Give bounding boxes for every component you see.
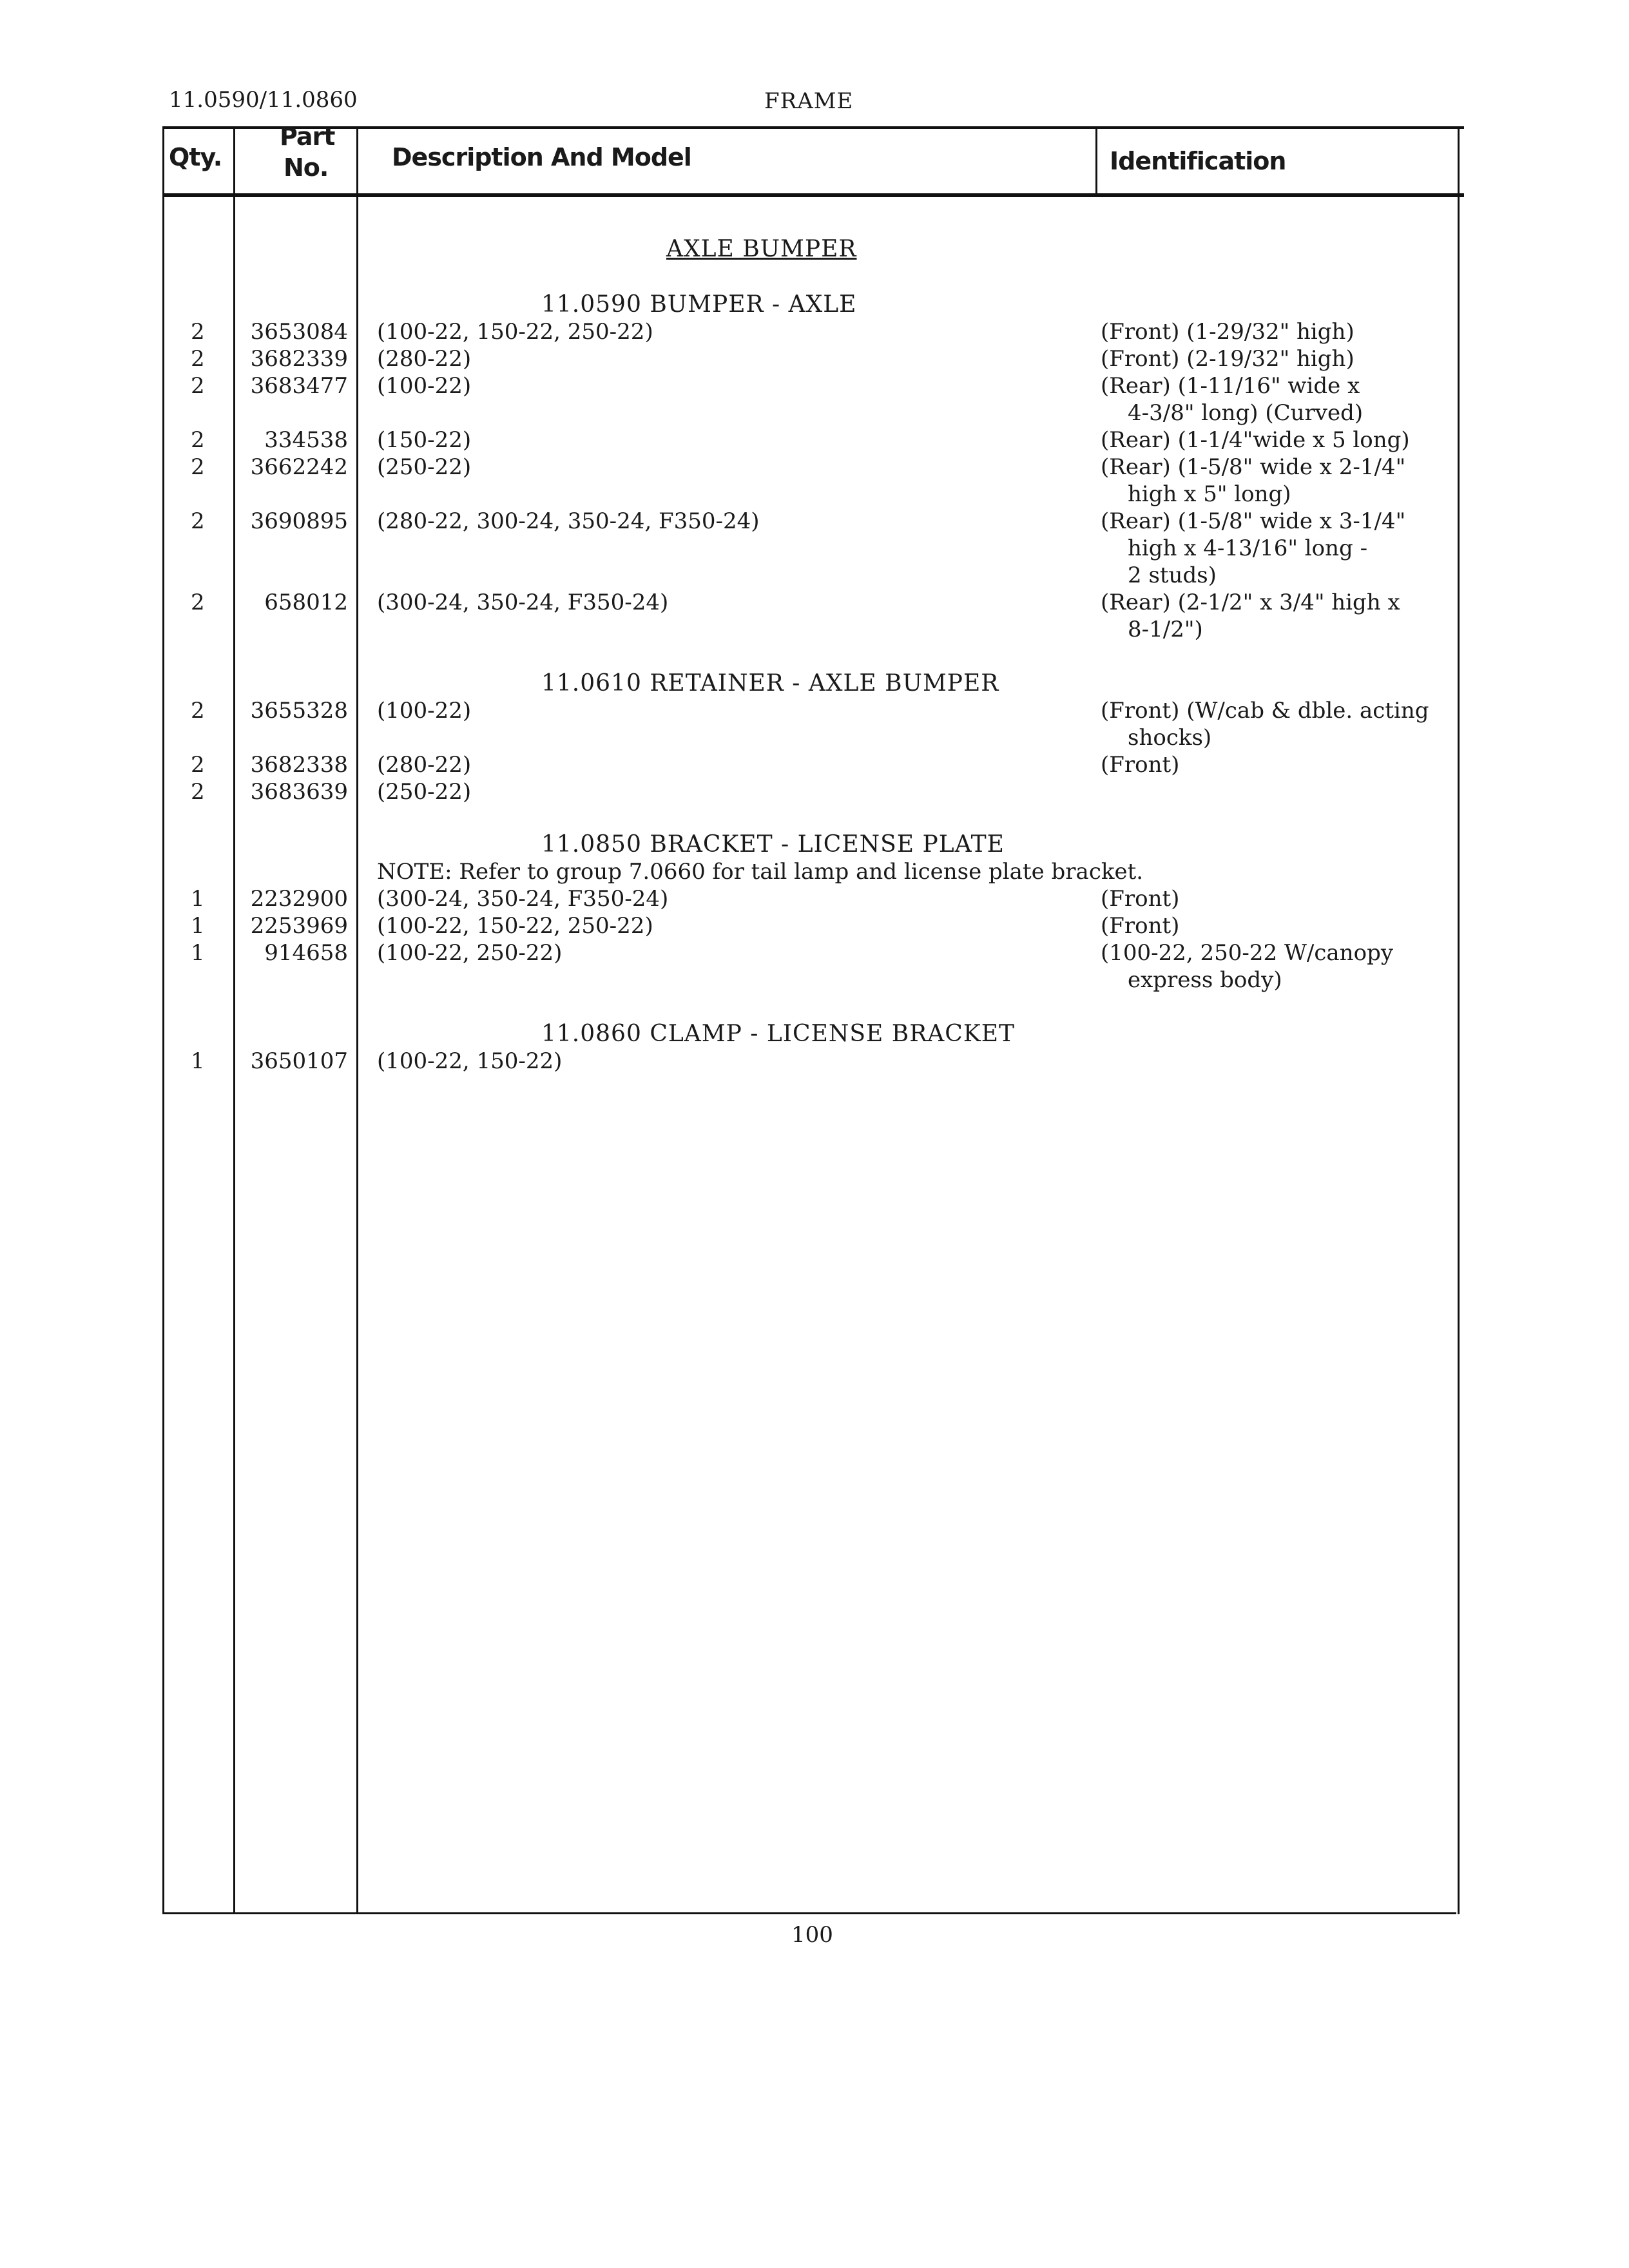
identification-cell: shocks) [1128, 725, 1212, 751]
section-heading: 11.0610 RETAINER - AXLE BUMPER [541, 670, 999, 697]
identification-cell: (Front) [1101, 752, 1180, 778]
part-number-cell: 2253969 [250, 913, 348, 939]
part-number-cell: 658012 [264, 590, 348, 615]
part-number-cell: 3682339 [250, 346, 348, 372]
identification-cell: (Rear) (1-11/16" wide x [1101, 373, 1360, 399]
table-row-continuation [0, 481, 1629, 508]
table-row [0, 697, 1629, 724]
table-row [0, 778, 1629, 805]
section-heading: 11.0590 BUMPER - AXLE [541, 291, 857, 318]
description-cell: (100-22) [377, 373, 472, 399]
table-row-continuation [0, 562, 1629, 589]
table-row-continuation [0, 724, 1629, 751]
identification-cell: (Front) [1101, 913, 1180, 939]
description-cell: (100-22, 150-22, 250-22) [377, 319, 653, 345]
identification-cell: (Rear) (2-1/2" x 3/4" high x [1101, 590, 1400, 615]
section-note: NOTE: Refer to group 7.0660 for tail lamp and license plate bracket. [377, 859, 1144, 885]
table-row [0, 427, 1629, 454]
table-row [0, 751, 1629, 778]
page-title: FRAME [764, 88, 854, 114]
part-number-cell: 3655328 [250, 698, 348, 724]
identification-cell: 2 studs) [1128, 562, 1217, 588]
identification-cell: 8-1/2") [1128, 617, 1203, 642]
part-number-cell: 3662242 [250, 454, 348, 480]
qty-cell: 2 [191, 346, 205, 372]
part-number-cell: 3650107 [250, 1048, 348, 1074]
identification-cell: express body) [1128, 967, 1282, 993]
part-number-cell: 3653084 [250, 319, 348, 345]
table-row [0, 589, 1629, 616]
qty-column-header: Qty. [169, 143, 222, 171]
qty-cell: 2 [191, 319, 205, 345]
identification-cell: high x 4-13/16" long - [1128, 535, 1368, 561]
section-heading: 11.0850 BRACKET - LICENSE PLATE [541, 831, 1005, 858]
table-row [0, 885, 1629, 912]
qty-cell: 2 [191, 779, 205, 805]
table-row [0, 939, 1629, 966]
part-number-cell: 914658 [264, 940, 348, 966]
description-cell: (280-22, 300-24, 350-24, F350-24) [377, 508, 760, 534]
description-column-header: Description And Model [392, 143, 691, 171]
qty-cell: 2 [191, 752, 205, 778]
identification-cell: high x 5" long) [1128, 481, 1291, 507]
identification-cell: 4-3/8" long) (Curved) [1128, 400, 1364, 426]
description-cell: (300-24, 350-24, F350-24) [377, 590, 669, 615]
table-row [0, 318, 1629, 345]
identification-cell: (Rear) (1-5/8" wide x 3-1/4" [1101, 508, 1406, 534]
part-number-cell: 2232900 [250, 886, 348, 912]
table-row [0, 345, 1629, 372]
qty-cell: 2 [191, 508, 205, 534]
identification-column-header: Identification [1110, 147, 1286, 175]
description-cell: (280-22) [377, 346, 472, 372]
page-number: 100 [791, 1922, 833, 1948]
description-cell: (250-22) [377, 779, 472, 805]
description-cell: (100-22) [377, 698, 472, 724]
table-row-continuation [0, 535, 1629, 562]
table-row-continuation [0, 616, 1629, 643]
qty-cell: 1 [191, 913, 205, 939]
qty-cell: 2 [191, 698, 205, 724]
identification-cell: (Front) (W/cab & dble. acting [1101, 698, 1429, 724]
table-row-continuation [0, 966, 1629, 994]
identification-cell: (Front) (1-29/32" high) [1101, 319, 1354, 345]
section-heading: 11.0860 CLAMP - LICENSE BRACKET [541, 1021, 1016, 1047]
table-row [0, 372, 1629, 399]
identification-cell: (Front) [1101, 886, 1180, 912]
identification-column-divider [1095, 126, 1097, 196]
qty-cell: 2 [191, 454, 205, 480]
section-reference: 11.0590/11.0860 [169, 87, 358, 113]
identification-cell: (100-22, 250-22 W/canopy [1101, 940, 1394, 966]
table-row [0, 454, 1629, 481]
part-number-cell: 3690895 [250, 508, 348, 534]
table-row [0, 912, 1629, 939]
table-row [0, 1048, 1629, 1075]
group-title: AXLE BUMPER [666, 236, 857, 262]
description-cell: (250-22) [377, 454, 472, 480]
qty-cell: 1 [191, 886, 205, 912]
description-cell: (100-22, 150-22, 250-22) [377, 913, 653, 939]
table-row [0, 508, 1629, 535]
part-no-column-header-line1: Part [280, 122, 335, 151]
identification-cell: (Front) (2-19/32" high) [1101, 346, 1354, 372]
part-number-cell: 3682338 [250, 752, 348, 778]
description-cell: (150-22) [377, 427, 472, 453]
qty-cell: 1 [191, 940, 205, 966]
identification-cell: (Rear) (1-5/8" wide x 2-1/4" [1101, 454, 1406, 480]
description-cell: (100-22, 250-22) [377, 940, 563, 966]
description-cell: (280-22) [377, 752, 472, 778]
part-number-cell: 3683477 [250, 373, 348, 399]
description-cell: (300-24, 350-24, F350-24) [377, 886, 669, 912]
qty-cell: 2 [191, 590, 205, 615]
identification-cell: (Rear) (1-1/4"wide x 5 long) [1101, 427, 1410, 453]
qty-cell: 2 [191, 373, 205, 399]
qty-cell: 1 [191, 1048, 205, 1074]
part-number-cell: 334538 [264, 427, 348, 453]
part-number-cell: 3683639 [250, 779, 348, 805]
description-cell: (100-22, 150-22) [377, 1048, 563, 1074]
table-row-continuation [0, 399, 1629, 427]
part-no-column-header-line2: No. [284, 153, 329, 182]
qty-cell: 2 [191, 427, 205, 453]
